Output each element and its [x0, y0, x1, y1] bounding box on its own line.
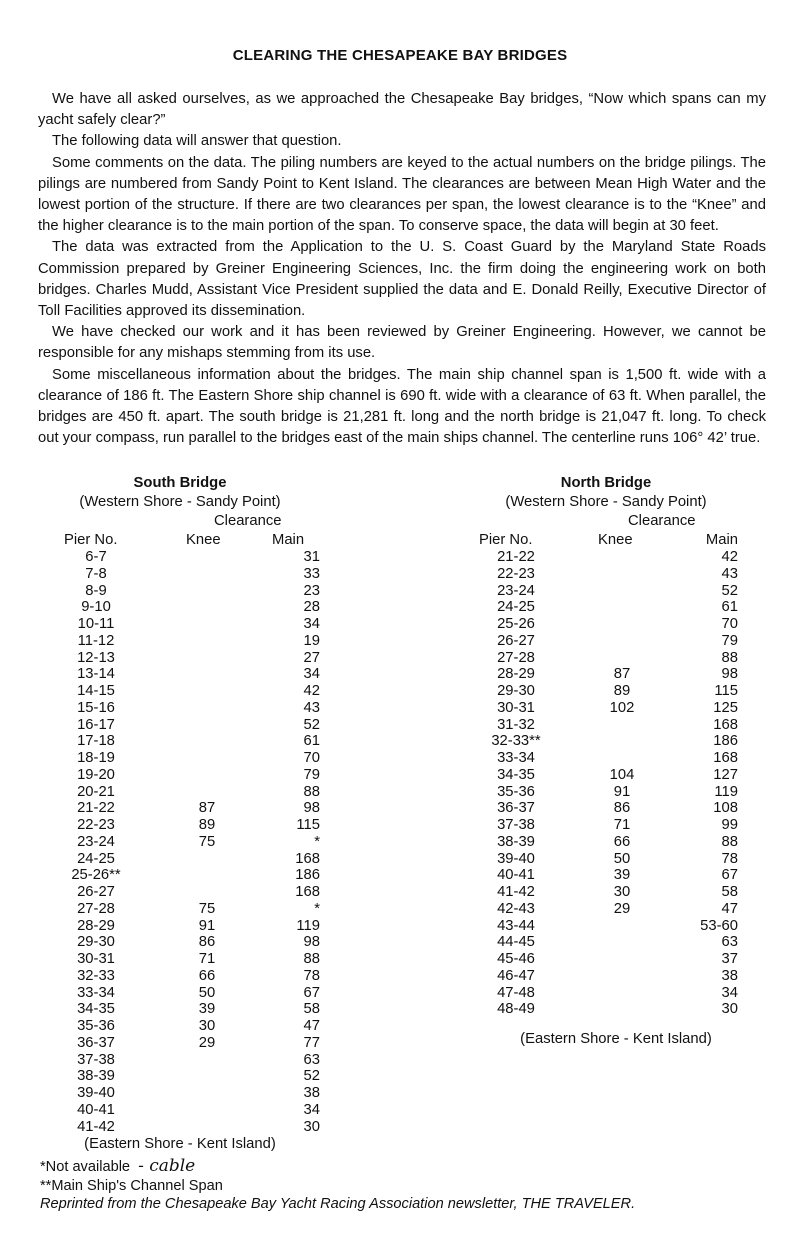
paragraph: The data was extracted from the Application to the U. S. Coast Guard by the Maryland State Roads Commission prepared by Greiner Engineering Sciences, Inc. the firm doing the engineering work on both bridges. Charles Mudd, Assistant Vice President supplied the data and E. Donald Reilly, Executive Director of Toll Facilities approved its dissemination. [38, 239, 766, 320]
table-row [50, 901, 320, 918]
table-row [466, 851, 738, 868]
knee-clearance [566, 717, 678, 734]
south-bridge-footer: (Eastern Shore - Kent Island) [84, 1136, 276, 1153]
knee-clearance: 91 [613, 783, 631, 800]
main-clearance: 88 [721, 649, 738, 666]
pier-number: 18-19 [77, 750, 115, 766]
knee-clearance [566, 633, 678, 650]
table-row [466, 666, 738, 683]
table-row [50, 700, 320, 717]
table-row [466, 650, 738, 667]
knee-clearance: 75 [198, 833, 216, 850]
table-row [466, 733, 738, 750]
knee-clearance [566, 1001, 678, 1018]
main-clearance: 186 [713, 733, 738, 750]
main-clearance: 47 [721, 900, 738, 917]
knee-clearance: 89 [613, 683, 631, 699]
pier-number: 23-24 [497, 582, 535, 599]
table-row [50, 784, 320, 801]
knee-clearance [566, 918, 678, 935]
table-row [466, 918, 738, 935]
knee-clearance [142, 650, 272, 667]
knee-clearance [142, 1119, 272, 1136]
pier-number: 34-35 [497, 766, 535, 783]
knee-clearance: 39 [613, 867, 631, 884]
main-clearance: 115 [714, 683, 738, 699]
main-clearance: 31 [303, 549, 320, 565]
table-row [466, 934, 738, 951]
table-row [50, 851, 320, 868]
knee-clearance [142, 767, 272, 784]
handwritten-note: - cable [138, 1156, 196, 1176]
table-row [50, 666, 320, 683]
table-row [466, 700, 738, 717]
pier-number: 39-40 [497, 850, 535, 867]
pier-number: 25-26** [71, 867, 121, 884]
pier-number: 22-23 [497, 565, 535, 582]
paragraph: Some comments on the data. The piling numbers are keyed to the actual numbers on the bridge pilings. The pilings are numbered from Sandy Point to Kent Island. The clearances are between Mean High Water and the lowest portion of the structure. If there are two clearances per span, the lowest clearance is to the “Knee” and the higher clearance is to the main portion of the span. To conserve space, the data will begin at 30 feet. [38, 154, 766, 235]
pier-number: 41-42 [497, 884, 535, 900]
knee-clearance: 102 [609, 699, 635, 716]
table-row [50, 985, 320, 1002]
pier-number: 13-14 [77, 666, 115, 683]
table-row [466, 784, 738, 801]
main-clearance: 98 [303, 800, 320, 817]
main-clearance: 30 [303, 1118, 320, 1135]
pier-number: 27-28 [497, 649, 535, 666]
table-row [50, 1018, 320, 1035]
col-header-main: Main [272, 532, 305, 548]
knee-clearance [142, 851, 272, 868]
knee-clearance: 30 [613, 884, 631, 900]
table-row [50, 583, 320, 600]
main-clearance: 168 [713, 750, 738, 766]
knee-clearance: 91 [198, 917, 216, 934]
knee-clearance [566, 733, 678, 750]
main-clearance: 19 [303, 632, 320, 649]
knee-clearance: 71 [198, 951, 216, 967]
main-clearance: 186 [295, 867, 320, 884]
pier-number: 19-20 [77, 766, 115, 783]
col-header-knee: Knee [186, 532, 221, 548]
main-clearance: 38 [303, 1085, 320, 1101]
knee-clearance: 29 [613, 900, 631, 917]
main-clearance: 52 [303, 1068, 320, 1085]
knee-clearance: 30 [198, 1018, 216, 1034]
knee-clearance [142, 599, 272, 616]
knee-clearance [142, 616, 272, 633]
main-clearance: 168 [295, 850, 320, 867]
north-clearance-label: Clearance [628, 513, 696, 529]
pier-number: 7-8 [85, 565, 107, 582]
knee-clearance [142, 549, 272, 566]
north-bridge-table [466, 531, 738, 1018]
pier-number: 38-39 [497, 833, 535, 850]
main-clearance: 70 [721, 616, 738, 632]
south-bridge-table [50, 531, 320, 1135]
pier-number: 38-39 [77, 1068, 115, 1085]
main-clearance: 88 [303, 951, 320, 967]
south-bridge-subtitle: (Western Shore - Sandy Point) [79, 494, 281, 510]
pier-number: 10-11 [77, 616, 115, 632]
north-bridge-section [466, 474, 766, 1048]
pier-number: 28-29 [77, 917, 115, 934]
main-clearance: 88 [303, 783, 320, 800]
table-row [466, 867, 738, 884]
main-clearance: 79 [303, 766, 320, 783]
knee-clearance [142, 884, 272, 901]
pier-number: 24-25 [77, 850, 115, 867]
credit-line: Reprinted from the Chesapeake Bay Yacht Racing Association newsletter, THE TRAVELER. [40, 1196, 636, 1212]
publication-name: THE TRAVELER. [521, 1196, 636, 1212]
paragraph: We have all asked ourselves, as we approached the Chesapeake Bay bridges, “Now which spans can my yacht safely clear?” [38, 91, 766, 129]
pier-number: 14-15 [77, 683, 115, 699]
knee-clearance [142, 683, 272, 700]
main-clearance: 168 [295, 884, 320, 900]
main-clearance: 34 [303, 1101, 320, 1118]
pier-number: 26-27 [77, 884, 115, 900]
knee-clearance: 75 [198, 900, 216, 917]
knee-clearance [142, 750, 272, 767]
pier-number: 35-36 [497, 783, 535, 800]
main-clearance: 63 [303, 1051, 320, 1068]
col-header-pier: Pier No. [479, 532, 533, 548]
table-row [50, 1085, 320, 1102]
table-row [50, 867, 320, 884]
main-clearance: 88 [721, 833, 738, 850]
knee-clearance: 66 [198, 967, 216, 984]
pier-number: 45-46 [497, 951, 535, 967]
col-header-knee: Knee [598, 532, 633, 548]
pier-number: 42-43 [497, 900, 535, 917]
pier-number: 44-45 [497, 934, 535, 951]
main-clearance: 61 [721, 599, 738, 616]
pier-number: 37-38 [77, 1051, 115, 1068]
page-title: CLEARING THE CHESAPEAKE BAY BRIDGES [232, 47, 568, 64]
pier-number: 40-41 [77, 1101, 115, 1118]
pier-number: 26-27 [497, 632, 535, 649]
table-row [50, 1068, 320, 1085]
knee-clearance: 86 [198, 934, 216, 951]
knee-clearance [142, 583, 272, 600]
pier-number: 22-23 [77, 817, 115, 833]
table-row [50, 817, 320, 834]
pier-number: 27-28 [77, 900, 115, 917]
pier-number: 29-30 [77, 934, 115, 951]
table-row [50, 683, 320, 700]
table-row [50, 1119, 320, 1136]
knee-clearance [566, 566, 678, 583]
main-clearance: 119 [296, 917, 320, 934]
main-clearance: 47 [303, 1018, 320, 1034]
table-row [50, 1035, 320, 1052]
main-clearance: 125 [713, 699, 738, 716]
pier-number: 33-34 [497, 750, 535, 766]
pier-number: 40-41 [497, 867, 535, 884]
table-row [50, 566, 320, 583]
main-clearance: 77 [303, 1034, 320, 1051]
knee-clearance [566, 616, 678, 633]
knee-clearance: 66 [613, 833, 631, 850]
south-bridge-title: South Bridge [133, 475, 227, 491]
pier-number: 30-31 [77, 951, 115, 967]
main-clearance: 34 [721, 984, 738, 1001]
main-clearance: * [314, 900, 320, 917]
intro-text [38, 89, 766, 449]
table-row [50, 1052, 320, 1069]
north-bridge-subtitle: (Western Shore - Sandy Point) [505, 494, 707, 510]
main-clearance: 58 [721, 884, 738, 900]
table-row [50, 633, 320, 650]
main-clearance: 30 [721, 1001, 738, 1018]
knee-clearance [142, 666, 272, 683]
knee-clearance [566, 934, 678, 951]
table-row [466, 968, 738, 985]
main-clearance: 168 [713, 716, 738, 733]
table-row [50, 599, 320, 616]
table-row [466, 901, 738, 918]
knee-clearance [142, 1068, 272, 1085]
table-row [50, 834, 320, 851]
table-row [50, 750, 320, 767]
pier-number: 46-47 [497, 967, 535, 984]
pier-number: 32-33 [77, 967, 115, 984]
main-clearance: 78 [303, 967, 320, 984]
pier-number: 11-12 [77, 632, 115, 649]
table-row [50, 934, 320, 951]
knee-clearance: 50 [198, 984, 216, 1001]
table-row [50, 733, 320, 750]
table-row [50, 616, 320, 633]
pier-number: 43-44 [497, 917, 535, 934]
main-clearance: 43 [303, 699, 320, 716]
table-row [50, 951, 320, 968]
pier-number: 34-35 [77, 1001, 115, 1018]
knee-clearance: 50 [613, 850, 631, 867]
table-row [466, 985, 738, 1002]
main-clearance: 53-60 [700, 917, 738, 934]
table-row [466, 583, 738, 600]
knee-clearance [142, 784, 272, 801]
knee-clearance [142, 733, 272, 750]
main-clearance: 115 [296, 817, 320, 833]
knee-clearance: 71 [613, 817, 631, 833]
pier-number: 37-38 [497, 817, 535, 833]
table-row [466, 599, 738, 616]
knee-clearance [142, 717, 272, 734]
pier-number: 8-9 [85, 582, 107, 599]
table-row [50, 800, 320, 817]
south-clearance-label: Clearance [214, 513, 282, 529]
knee-clearance: 29 [198, 1034, 216, 1051]
table-row [50, 717, 320, 734]
pier-number: 36-37 [497, 800, 535, 817]
main-clearance: 42 [303, 683, 320, 699]
pier-number: 23-24 [77, 833, 115, 850]
main-clearance: * [314, 833, 320, 850]
table-row [466, 884, 738, 901]
paragraph: We have checked our work and it has been reviewed by Greiner Engineering. However, we cannot be responsible for any mishaps stemming from its use. [38, 324, 766, 362]
main-clearance: 37 [721, 951, 738, 967]
knee-clearance [566, 968, 678, 985]
main-clearance: 127 [713, 766, 738, 783]
pier-number: 32-33** [491, 733, 541, 750]
note-main-channel: **Main Ship's Channel Span [40, 1177, 223, 1194]
main-clearance: 33 [303, 565, 320, 582]
table-row [466, 616, 738, 633]
main-clearance: 79 [721, 632, 738, 649]
knee-clearance [142, 1102, 272, 1119]
pier-number: 25-26 [497, 616, 535, 632]
knee-clearance: 104 [609, 766, 635, 783]
pier-number: 15-16 [77, 699, 115, 716]
knee-clearance: 87 [198, 800, 216, 817]
pier-number: 20-21 [77, 783, 115, 800]
table-row [466, 834, 738, 851]
main-clearance: 67 [721, 867, 738, 884]
table-row [50, 549, 320, 566]
main-clearance: 99 [721, 817, 738, 833]
knee-clearance [142, 1052, 272, 1069]
table-row [50, 767, 320, 784]
footnotes [40, 1157, 635, 1214]
main-clearance: 108 [713, 800, 738, 817]
knee-clearance [566, 583, 678, 600]
north-bridge-footer: (Eastern Shore - Kent Island) [520, 1031, 712, 1047]
knee-clearance [142, 1085, 272, 1102]
pier-number: 17-18 [77, 733, 115, 750]
table-row [466, 800, 738, 817]
table-row [50, 1001, 320, 1018]
pier-number: 21-22 [497, 549, 535, 565]
main-clearance: 28 [303, 599, 320, 616]
table-row [466, 750, 738, 767]
main-clearance: 67 [303, 984, 320, 1001]
pier-number: 21-22 [77, 800, 115, 817]
table-row [466, 1001, 738, 1018]
knee-clearance [566, 750, 678, 767]
main-clearance: 27 [303, 649, 320, 666]
main-clearance: 78 [721, 850, 738, 867]
main-clearance: 70 [303, 750, 320, 766]
table-row [466, 633, 738, 650]
table-row [50, 968, 320, 985]
knee-clearance [142, 700, 272, 717]
pier-number: 41-42 [77, 1118, 115, 1135]
knee-clearance [142, 633, 272, 650]
pier-number: 16-17 [77, 716, 115, 733]
table-row [50, 650, 320, 667]
table-row [466, 549, 738, 566]
knee-clearance [566, 951, 678, 968]
pier-number: 24-25 [497, 599, 535, 616]
knee-clearance [142, 566, 272, 583]
table-row [466, 951, 738, 968]
main-clearance: 58 [303, 1001, 320, 1018]
knee-clearance [566, 985, 678, 1002]
knee-clearance [566, 549, 678, 566]
knee-clearance: 39 [198, 1001, 216, 1018]
main-clearance: 119 [714, 783, 738, 800]
main-clearance: 43 [721, 565, 738, 582]
table-row [466, 566, 738, 583]
pier-number: 36-37 [77, 1034, 115, 1051]
main-clearance: 42 [721, 549, 738, 565]
main-clearance: 98 [721, 666, 738, 683]
pier-number: 31-32 [497, 716, 535, 733]
knee-clearance [566, 599, 678, 616]
knee-clearance [566, 650, 678, 667]
note-not-available: *Not available [40, 1159, 131, 1175]
pier-number: 9-10 [81, 599, 111, 616]
north-bridge-title: North Bridge [560, 475, 652, 491]
knee-clearance: 86 [613, 800, 631, 817]
pier-number: 29-30 [497, 683, 535, 699]
pier-number: 12-13 [77, 649, 115, 666]
main-clearance: 61 [303, 733, 320, 750]
pier-number: 33-34 [77, 984, 115, 1001]
pier-number: 48-49 [497, 1001, 535, 1018]
main-clearance: 98 [303, 934, 320, 951]
table-row [466, 683, 738, 700]
col-header-main: Main [705, 532, 738, 548]
pier-number: 28-29 [497, 666, 535, 683]
main-clearance: 52 [303, 716, 320, 733]
table-row [466, 817, 738, 834]
main-clearance: 38 [721, 967, 738, 984]
pier-number: 47-48 [497, 984, 535, 1001]
pier-number: 39-40 [77, 1085, 115, 1101]
col-header-pier: Pier No. [64, 532, 118, 548]
main-clearance: 63 [721, 934, 738, 951]
paragraph: The following data will answer that question. [52, 133, 342, 150]
pier-number: 35-36 [77, 1018, 115, 1034]
south-bridge-section [50, 474, 360, 1153]
main-clearance: 34 [303, 666, 320, 683]
knee-clearance: 87 [613, 666, 631, 683]
knee-clearance [142, 867, 272, 884]
table-row [50, 884, 320, 901]
pier-number: 6-7 [85, 549, 107, 565]
paragraph: Some miscellaneous information about the bridges. The main ship channel span is 1,500 ft. wide with a clearance of 186 ft. The Eastern Shore ship channel is 690 ft. wide with a clearance of 63 ft. When parallel, the bridges are 450 ft. apart. The south bridge is 21,281 ft. long and the north bridge is 21,047 ft. long. To check out your compass, run parallel to the bridges east of the main ships channel. The centerline runs 106° 42’ true. [38, 366, 766, 447]
main-clearance: 34 [303, 616, 320, 632]
knee-clearance: 89 [198, 817, 216, 833]
main-clearance: 52 [721, 582, 738, 599]
pier-number: 30-31 [497, 699, 535, 716]
table-row [466, 717, 738, 734]
table-row [50, 1102, 320, 1119]
table-row [466, 767, 738, 784]
table-row [50, 918, 320, 935]
main-clearance: 23 [303, 582, 320, 599]
